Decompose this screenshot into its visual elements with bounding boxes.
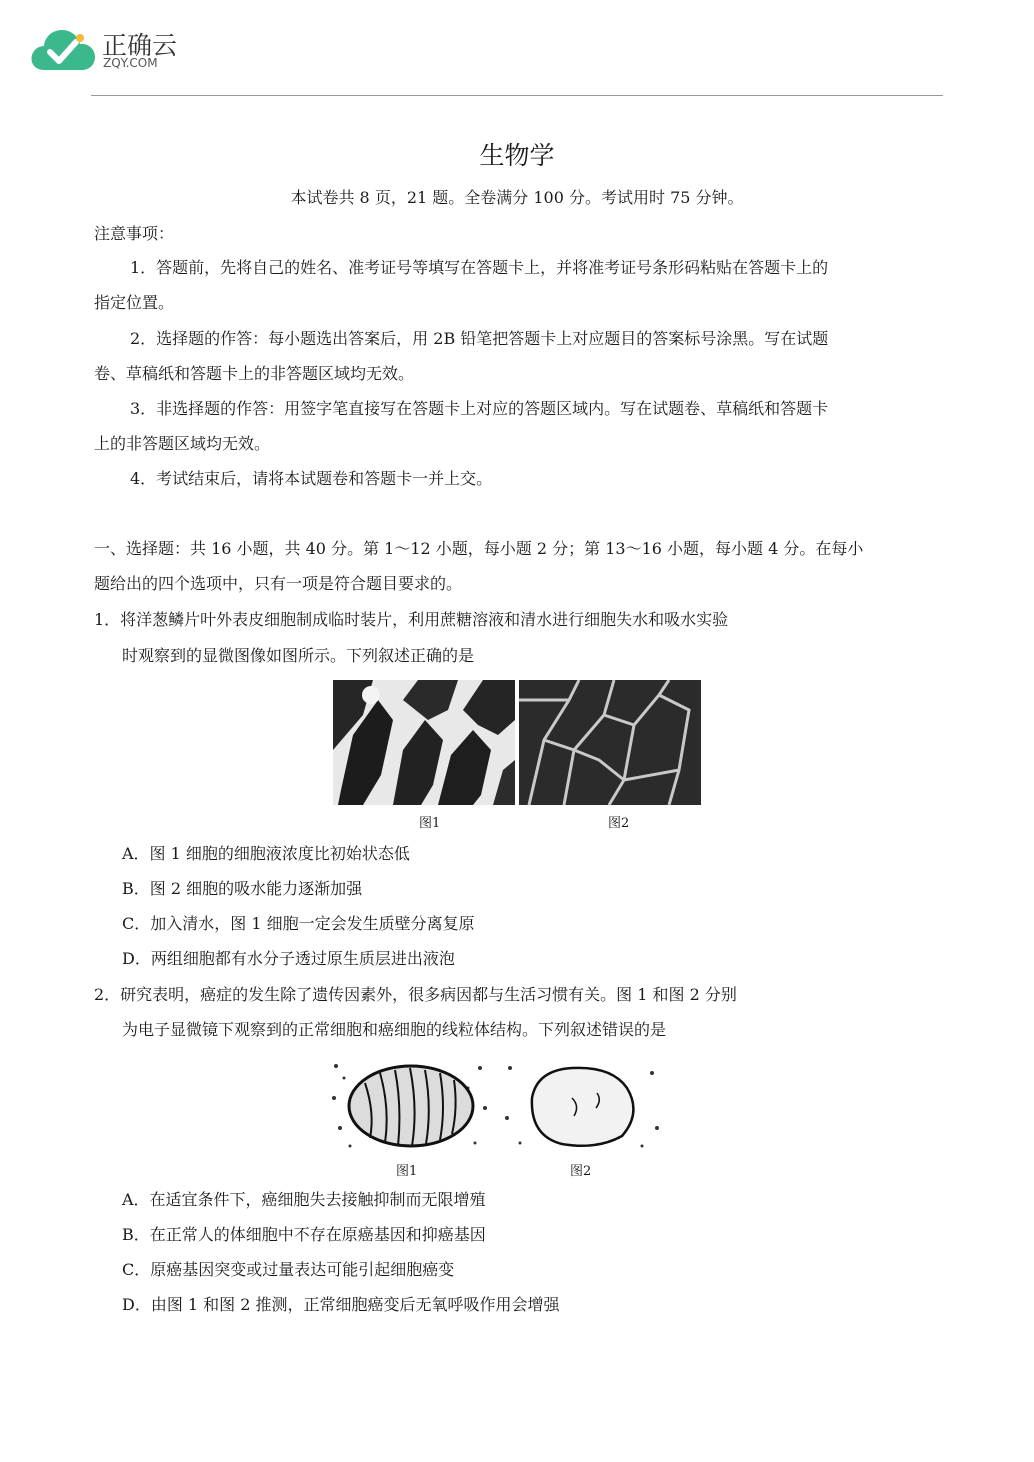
q2-mitochondrion-cancer (502, 1058, 663, 1154)
notice-item-2: 2．选择题的作答：每小题选出答案后，用 2B 铅笔把答题卡上对应题目的答案标号涂黑。写在试题 (130, 329, 829, 348)
q1-fig1-caption: 图1 (419, 816, 441, 831)
cloud-check-icon (28, 24, 98, 74)
q1-option-b: B．图 2 细胞的吸水能力逐渐加强 (122, 879, 363, 898)
q2-option-b: B．在正常人的体细胞中不存在原癌基因和抑癌基因 (122, 1225, 486, 1244)
notice-item-1: 1．答题前，先将自己的姓名、准考证号等填写在答题卡上，并将准考证号条形码粘贴在答题卡上的 (130, 258, 829, 277)
question-1-stem: 1．将洋葱鳞片叶外表皮细胞制成临时装片，利用蔗糖溶液和清水进行细胞失水和吸水实验 (94, 610, 729, 629)
q2-option-c: C．原癌基因突变或过量表达可能引起细胞癌变 (122, 1260, 455, 1279)
q2-figure (330, 1058, 663, 1183)
q2-fig1-caption: 图1 (396, 1164, 418, 1179)
exam-info: 本试卷共 8 页，21 题。全卷满分 100 分。考试用时 75 分钟。 (290, 188, 744, 207)
page-title: 生物学 (479, 141, 555, 170)
notice-item-2-cont: 卷、草稿纸和答题卡上的非答题区域均无效。 (94, 364, 415, 383)
logo-en: ZQY.COM (103, 56, 158, 70)
header-divider (91, 95, 943, 96)
section-heading-cont: 题给出的四个选项中，只有一项是符合题目要求的。 (94, 574, 463, 593)
q1-option-c: C．加入清水，图 1 细胞一定会发生质壁分离复原 (122, 914, 475, 933)
logo (28, 20, 188, 76)
notice-item-1-cont: 指定位置。 (94, 293, 175, 312)
logo-cn: 正确云 (102, 31, 178, 60)
q1-micrograph-1 (333, 680, 515, 805)
notice-item-3-cont: 上的非答题区域均无效。 (94, 434, 271, 453)
question-1-stem-cont: 时观察到的显微图像如图所示。下列叙述正确的是 (122, 646, 475, 665)
q2-option-d: D．由图 1 和图 2 推测，正常细胞癌变后无氧呼吸作用会增强 (122, 1295, 560, 1314)
notice-item-4: 4．考试结束后，请将本试题卷和答题卡一并上交。 (130, 469, 493, 488)
question-2-stem-cont: 为电子显微镜下观察到的正常细胞和癌细胞的线粒体结构。下列叙述错误的是 (122, 1020, 667, 1039)
question-2-stem: 2．研究表明，癌症的发生除了遗传因素外，很多病因都与生活习惯有关。图 1 和图 2 分别 (94, 985, 737, 1004)
notice-item-3: 3．非选择题的作答：用签字笔直接写在答题卡上对应的答题区域内。写在试题卷、草稿纸和答题卡 (130, 399, 829, 418)
q1-option-d: D．两组细胞都有水分子透过原生质层进出液泡 (122, 949, 455, 968)
q2-mitochondrion-normal (330, 1058, 492, 1154)
section-heading: 一、选择题：共 16 小题，共 40 分。第 1～12 小题，每小题 2 分；第 13～16 小题，每小题 4 分。在每小 (94, 539, 864, 558)
q2-option-a: A．在适宜条件下，癌细胞失去接触抑制而无限增殖 (122, 1190, 486, 1209)
q1-figure (333, 680, 701, 830)
q1-fig2-caption: 图2 (608, 816, 630, 831)
q1-micrograph-2 (519, 680, 701, 805)
q1-option-a: A．图 1 细胞的细胞液浓度比初始状态低 (122, 844, 410, 863)
notice-heading: 注意事项： (94, 224, 175, 243)
q2-fig2-caption: 图2 (570, 1164, 592, 1179)
